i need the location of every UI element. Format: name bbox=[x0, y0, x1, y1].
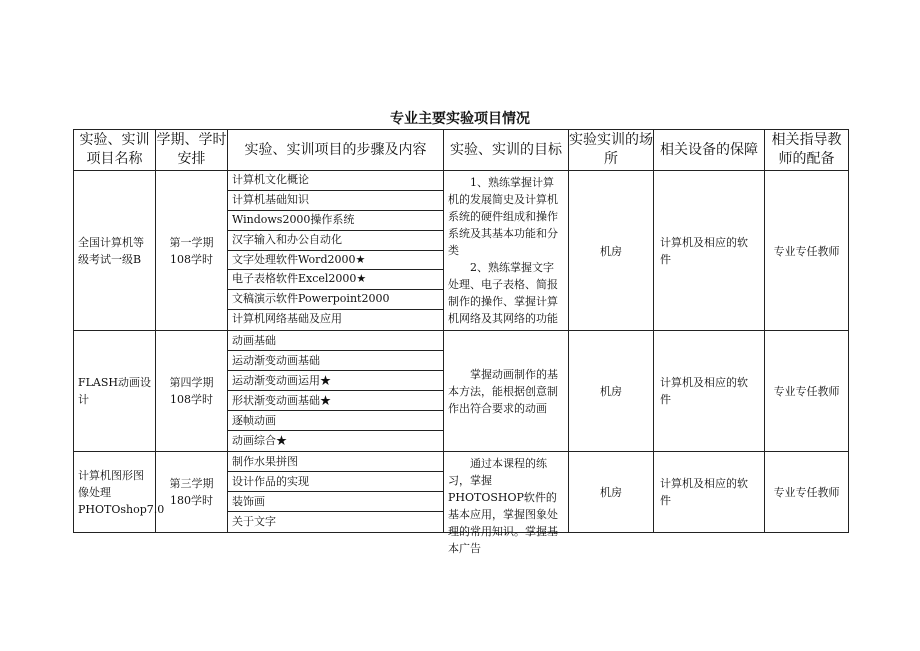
term-hours-line: 第四学期 bbox=[169, 376, 214, 389]
goal-cell bbox=[444, 171, 569, 331]
place-cell: 机房 bbox=[569, 452, 654, 533]
step-item: 文字处理软件Word2000★ bbox=[228, 251, 443, 271]
equipment-cell: 计算机及相应的软件 bbox=[654, 171, 765, 331]
step-item: 动画基础 bbox=[228, 331, 443, 351]
header-steps: 实验、实训项目的步骤及内容 bbox=[228, 130, 444, 171]
header-row bbox=[74, 130, 849, 171]
steps-cell bbox=[228, 452, 444, 533]
step-item: 汉字输入和办公自动化 bbox=[228, 231, 443, 251]
term-hours-line: 第三学期 bbox=[169, 477, 214, 490]
place-cell: 机房 bbox=[569, 331, 654, 452]
teacher-cell: 专业专任教师 bbox=[765, 331, 849, 452]
header-goals: 实验、实训的目标 bbox=[444, 130, 569, 171]
steps-cell bbox=[228, 171, 444, 331]
goal-cell bbox=[444, 331, 569, 452]
goal-paragraph: 2、熟练掌握文字处理、电子表格、简报制作的操作、掌握计算机网络及其网络的功能 bbox=[448, 261, 558, 325]
term-hours-cell bbox=[156, 452, 228, 533]
term-hours-cell bbox=[156, 331, 228, 452]
project-name-cell: 计算机图形图像处理PHOTOshop7.0 bbox=[74, 452, 156, 533]
step-item: 计算机基础知识 bbox=[228, 191, 443, 211]
experiment-table bbox=[73, 129, 849, 555]
table-row bbox=[74, 171, 849, 331]
step-item: 运动渐变动画运用★ bbox=[228, 371, 443, 391]
step-item: 设计作品的实现 bbox=[228, 472, 443, 492]
header-term-hours: 学期、学时安排 bbox=[156, 130, 228, 171]
teacher-cell: 专业专任教师 bbox=[765, 171, 849, 331]
place-cell: 机房 bbox=[569, 171, 654, 331]
step-item: 制作水果拼图 bbox=[228, 452, 443, 472]
step-item: 装饰画 bbox=[228, 492, 443, 512]
equipment-cell: 计算机及相应的软件 bbox=[654, 331, 765, 452]
project-name-cell: 全国计算机等级考试一级B bbox=[74, 171, 156, 331]
step-item: 计算机文化概论 bbox=[228, 171, 443, 191]
header-project-name: 实验、实训项目名称 bbox=[74, 130, 156, 171]
teacher-cell: 专业专任教师 bbox=[765, 452, 849, 533]
table-row bbox=[74, 452, 849, 533]
step-item: 形状渐变动画基础★ bbox=[228, 391, 443, 411]
page-title: 专业主要实验项目情况 bbox=[390, 111, 530, 127]
step-item: 动画综合★ bbox=[232, 434, 287, 447]
table-row bbox=[74, 331, 849, 452]
step-item: 运动渐变动画基础 bbox=[228, 351, 443, 371]
equipment-cell: 计算机及相应的软件 bbox=[654, 452, 765, 533]
header-equipment: 相关设备的保障 bbox=[654, 130, 765, 171]
goal-paragraph: 掌握动画制作的基本方法，能根据创意制作出符合要求的动画 bbox=[448, 367, 558, 415]
term-hours-line: 第一学期 bbox=[169, 235, 214, 249]
step-item: 关于文字 bbox=[232, 515, 276, 528]
goal-paragraph: 通过本课程的练习，掌握PHOTOSHOP软件的基本应用，掌握图象处理的常用知识。掌握基本广告 bbox=[448, 456, 558, 555]
goal-paragraph: 1、熟练掌握计算机的发展简史及计算机系统的硬件组成和操作系统及其基本功能和分类 bbox=[448, 176, 558, 257]
step-item: 电子表格软件Excel2000★ bbox=[228, 270, 443, 290]
project-name-cell: FLASH动画设计 bbox=[74, 331, 156, 452]
term-hours-line: 108学时 bbox=[170, 252, 213, 266]
step-item: 文稿演示软件Powerpoint2000 bbox=[228, 290, 443, 310]
steps-cell bbox=[228, 331, 444, 452]
step-item: 逐帧动画 bbox=[228, 411, 443, 431]
step-item: 计算机网络基础及应用 bbox=[232, 312, 342, 326]
goal-cell bbox=[444, 452, 569, 555]
header-teacher: 相关指导教师的配备 bbox=[765, 130, 849, 171]
header-place: 实验实训的场所 bbox=[569, 130, 654, 171]
term-hours-cell bbox=[156, 171, 228, 331]
step-item: Windows2000操作系统 bbox=[228, 211, 443, 231]
term-hours-line: 108学时 bbox=[170, 393, 213, 406]
term-hours-line: 180学时 bbox=[170, 494, 213, 507]
